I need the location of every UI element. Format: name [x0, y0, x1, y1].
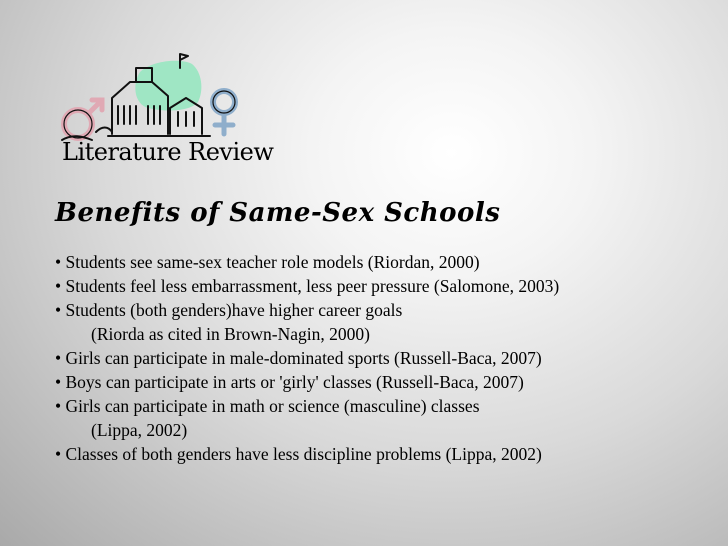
list-item: • Students see same-sex teacher role models (Riordan, 2000): [55, 252, 480, 272]
list-item: • Girls can participate in math or science (masculine) classes: [55, 396, 480, 416]
list-item-continuation: (Lippa, 2002): [91, 420, 188, 440]
list-item: • Classes of both genders have less discipline problems (Lippa, 2002): [55, 444, 542, 464]
list-item-continuation: (Riorda as cited in Brown-Nagin, 2000): [91, 324, 370, 344]
schoolhouse-gender-symbols-icon: [52, 50, 252, 150]
list-item: • Girls can participate in male-dominated sports (Russell-Baca, 2007): [55, 348, 542, 368]
slide-heading: Benefits of Same-Sex Schools: [55, 198, 501, 228]
list-item: • Students feel less embarrassment, less peer pressure (Salomone, 2003): [55, 276, 560, 296]
section-label: Literature Review: [62, 138, 274, 166]
list-item: • Boys can participate in arts or 'girly' classes (Russell-Baca, 2007): [55, 372, 524, 392]
bullet-list: [55, 250, 559, 466]
list-item: • Students (both genders)have higher career goals: [55, 300, 403, 320]
